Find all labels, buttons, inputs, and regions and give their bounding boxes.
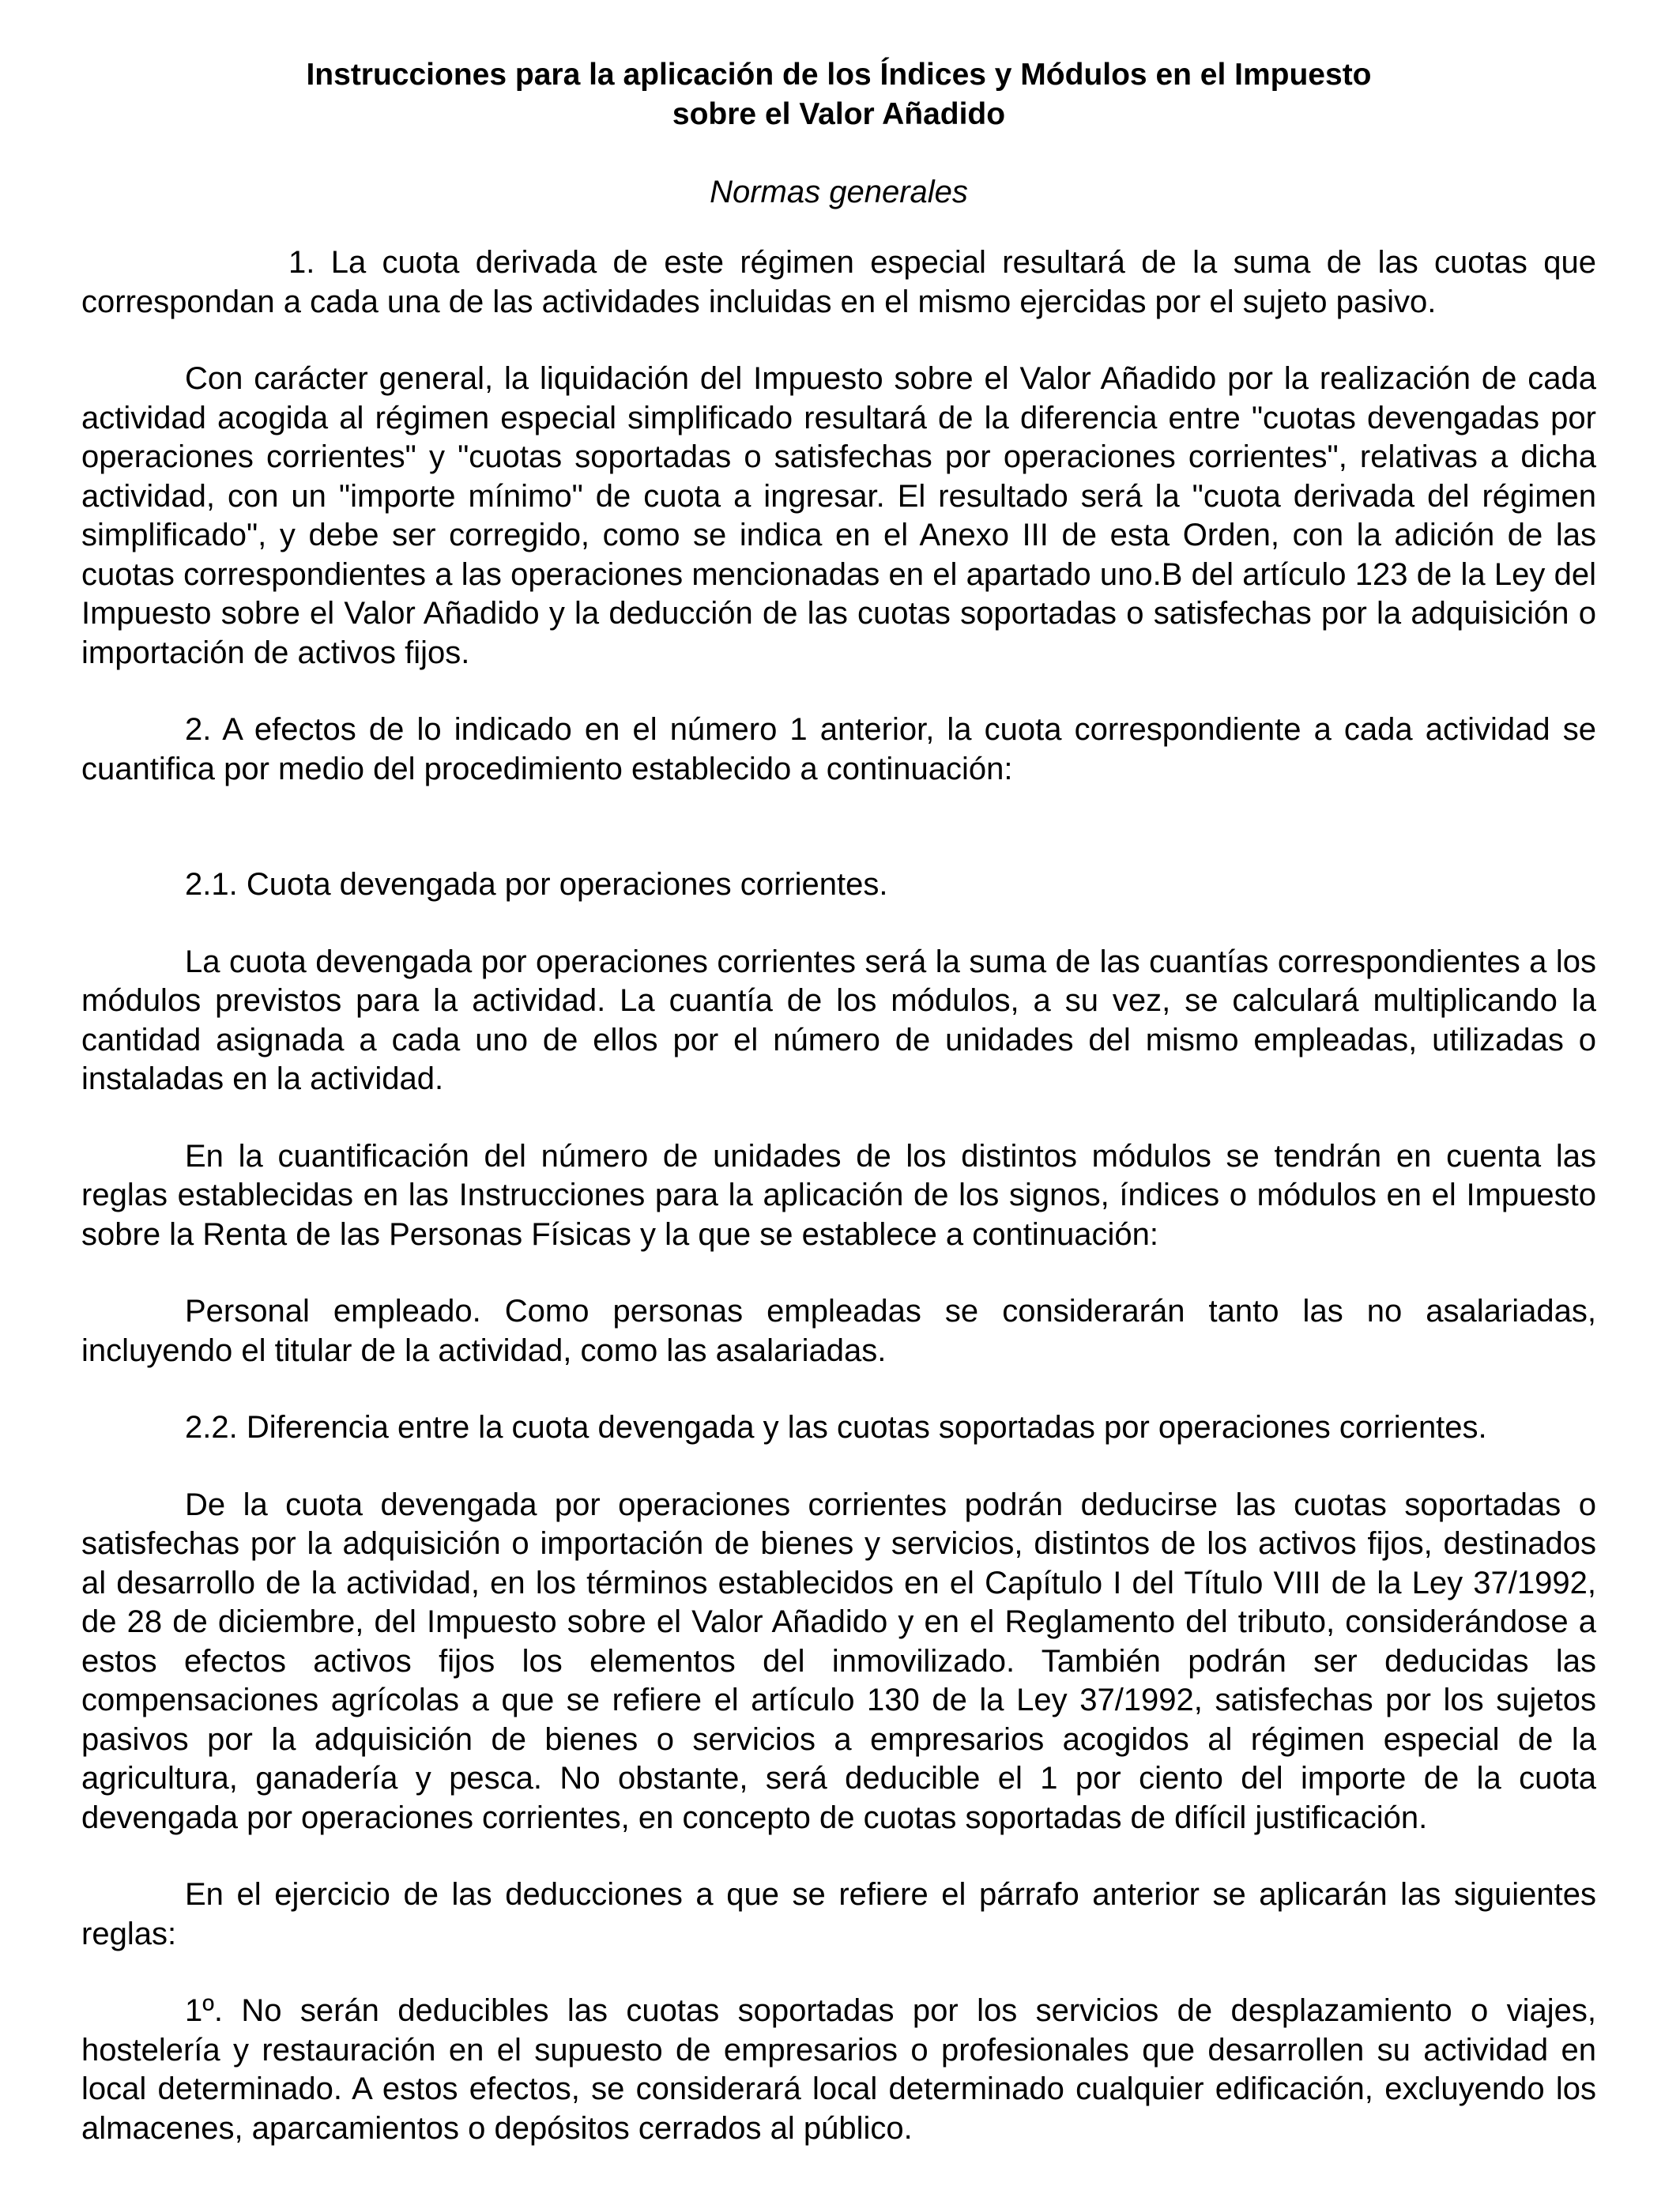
- paragraph-regla-1: 1º. No serán deducibles las cuotas soportadas por los servicios de desplazamiento o viajes, hostelería y restauración en el supuesto de empresarios o profesionales que desarrollen su actividad en local determinado. A estos efectos, se considerará local determinado cualquier edificación, excluyendo los almacenes, aparcamientos o depósitos cerrados al público.: [81, 1993, 1596, 2146]
- paragraph-general-liquidation: Con carácter general, la liquidación del Impuesto sobre el Valor Añadido por la realización de cada actividad acogida al régimen especial simplificado resultará de la diferencia entre "cuotas devengadas por operaciones corrientes" y "cuotas soportadas o satisfechas por operaciones corrientes", relativas a dicha actividad, con un "importe mínimo" de cuota a ingresar. El resultado será la "cuota derivada del régimen simplificado", y debe ser corregido, como se indica en el Anexo III de esta Orden, con la adición de las cuotas correspondientes a las operaciones mencionadas en el apartado uno.B del artículo 123 de la Ley del Impuesto sobre el Valor Añadido y la deducción de las cuotas soportadas o satisfechas por la adquisición o importación de activos fijos.: [81, 361, 1596, 670]
- title-line-1: Instrucciones para la aplicación de los Índices y Módulos en el Impuesto: [306, 58, 1372, 92]
- paragraph-cuota-devengada: La cuota devengada por operaciones corrientes será la suma de las cuantías correspondientes a los módulos previstos para la actividad. La cuantía de los módulos, a su vez, se calculará multiplicando la cantidad asignada a cada uno de ellos por el número de unidades del mismo empleadas, utilizadas o instaladas en la actividad.: [81, 944, 1596, 1096]
- heading-2-1: 2.1. Cuota devengada por operaciones corrientes.: [185, 867, 888, 902]
- document-page: [81, 55, 1596, 2186]
- paragraph-2: 2. A efectos de lo indicado en el número 1 anterior, la cuota correspondiente a cada actividad se cuantifica por medio del procedimiento establecido a continuación:: [81, 712, 1596, 786]
- title-line-2: sobre el Valor Añadido: [672, 97, 1006, 131]
- paragraph-personal-empleado: Personal empleado. Como personas empleadas se considerarán tanto las no asalariadas, incluyendo el titular de la actividad, como las asalariadas.: [81, 1294, 1596, 1368]
- paragraph-text: La cuota derivada de este régimen especial resultará de la suma de las cuotas que correspondan a cada una de las actividades incluidas en el mismo ejercidas por el sujeto pasivo.: [81, 245, 1596, 319]
- paragraph-reglas: En el ejercicio de las deducciones a que se refiere el párrafo anterior se aplicarán las siguientes reglas:: [81, 1877, 1596, 1951]
- heading-2-2: 2.2. Diferencia entre la cuota devengada y las cuotas soportadas por operaciones corrientes.: [185, 1410, 1487, 1445]
- paragraph-deducciones: De la cuota devengada por operaciones corrientes podrán deducirse las cuotas soportadas o satisfechas por la adquisición o importación de bienes y servicios, distintos de los activos fijos, destinados al desarrollo de la actividad, en los términos establecidos en el Capítulo I del Título VIII de la Ley 37/1992, de 28 de diciembre, del Impuesto sobre el Valor Añadido y en el Reglamento del tributo, considerándose a estos efectos activos fijos los elementos del inmovilizado. También podrán ser deducidas las compensaciones agrícolas a que se refiere el artículo 130 de la Ley 37/1992, satisfechas por los sujetos pasivos por la adquisición de bienes o servicios a empresarios acogidos al régimen especial de la agricultura, ganadería y pesca. No obstante, será deducible el 1 por ciento del importe de la cuota devengada por operaciones corrientes, en concepto de cuotas soportadas de difícil justificación.: [81, 1487, 1596, 1835]
- paragraph-number: 1.: [288, 245, 315, 280]
- document-title: [81, 55, 1596, 134]
- paragraph-1: [81, 243, 1596, 322]
- paragraph-cuantificacion: En la cuantificación del número de unidades de los distintos módulos se tendrán en cuenta las reglas establecidas en las Instrucciones para la aplicación de los signos, índices o módulos en el Impuesto sobre la Renta de las Personas Físicas y la que se establece a continuación:: [81, 1138, 1596, 1252]
- section-subtitle: Normas generales: [710, 175, 968, 209]
